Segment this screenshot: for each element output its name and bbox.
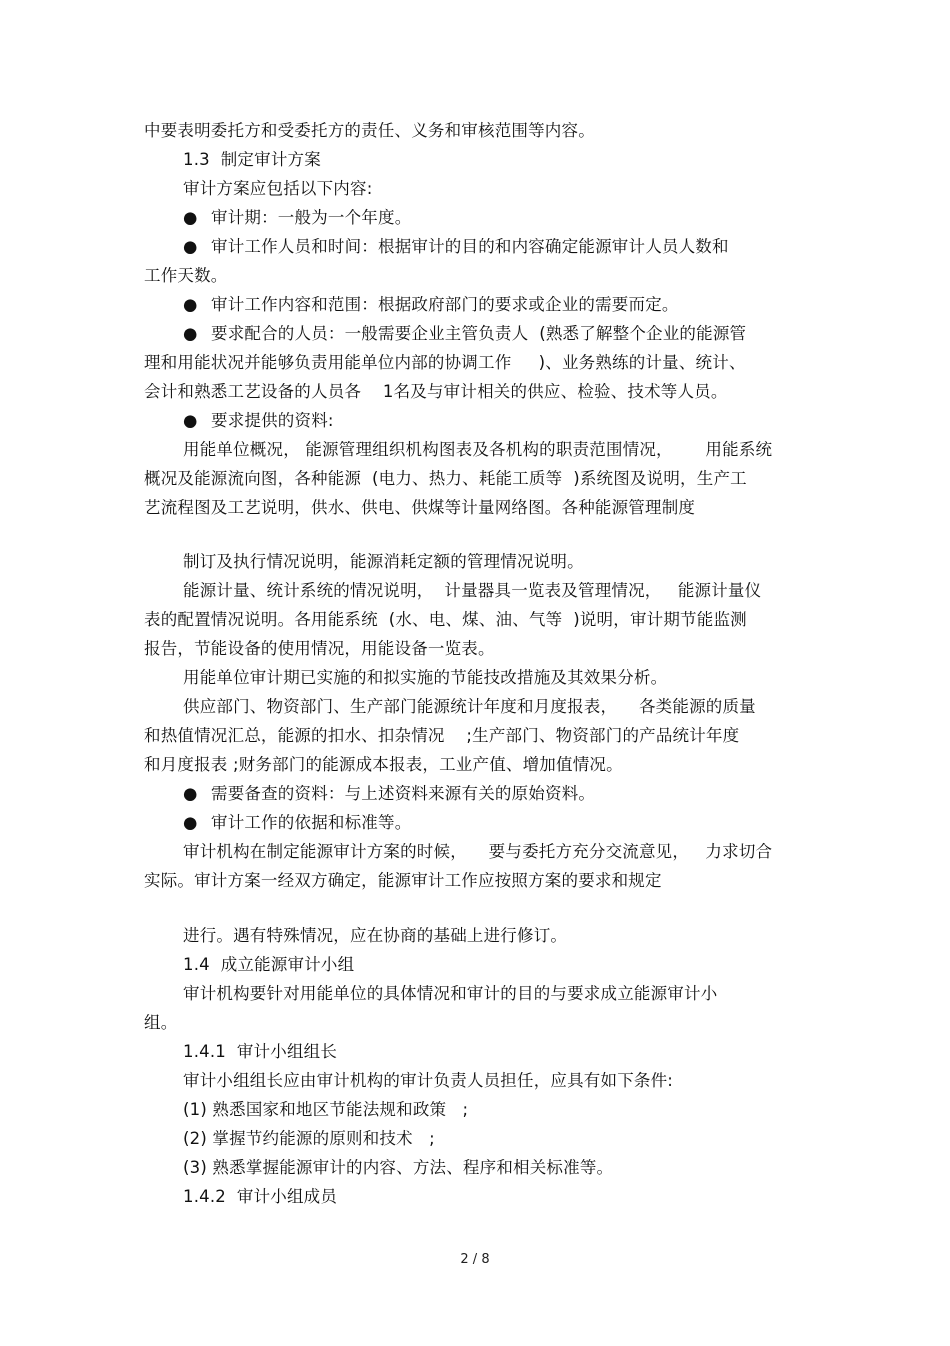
text-line: 制订及执行情况说明，能源消耗定额的管理情况说明。 [183, 552, 584, 571]
page-number: 2 / 8 [460, 1252, 490, 1267]
text-line: 工作天数。 [144, 266, 228, 285]
text-line: 概况及能源流向图，各种能源 (电力、热力、耗能工质等 )系统图及说明，生产工 [144, 469, 747, 488]
subsection-heading: 1.4.1 审计小组组长 [183, 1042, 338, 1061]
text-line: 报告，节能设备的使用情况，用能设备一览表。 [144, 639, 495, 658]
text-line: 供应部门、物资部门、生产部门能源统计年度和月度报表， 各类能源的质量 [183, 697, 756, 716]
bullet-item: ● 审计期：一般为一个年度。 [183, 208, 412, 227]
bullet-icon: ● [183, 784, 198, 803]
bullet-item: ● 要求提供的资料: [183, 411, 334, 430]
text-line: 用能单位审计期已实施的和拟实施的节能技改措施及其效果分析。 [183, 668, 668, 687]
section-heading: 1.4 成立能源审计小组 [183, 955, 355, 974]
text-line: 理和用能状况并能够负责用能单位内部的协调工作 )、业务熟练的计量、统计、 [144, 353, 746, 372]
bullet-item: ● 需要备查的资料：与上述资料来源有关的原始资料。 [183, 784, 596, 803]
bullet-item: ● 要求配合的人员：一般需要企业主管负责人 (熟悉了解整个企业的能源管 [183, 324, 747, 343]
text-line: 和热值情况汇总，能源的扣水、扣杂情况 ;生产部门、物资部门的产品统计年度 [144, 726, 740, 745]
list-item: (2) 掌握节约能源的原则和技术 ; [183, 1129, 435, 1148]
bullet-icon: ● [183, 208, 198, 227]
text-line: 和月度报表 ;财务部门的能源成本报表，工业产值、增加值情况。 [144, 755, 623, 774]
bullet-item: ● 审计工作的依据和标准等。 [183, 813, 412, 832]
text-line: 会计和熟悉工艺设备的人员各 1名及与审计相关的供应、检验、技术等人员。 [144, 382, 728, 401]
text-line: 用能单位概况， 能源管理组织机构图表及各机构的职责范围情况， 用能系统 [183, 440, 773, 459]
bullet-icon: ● [183, 411, 198, 430]
text-line: 进行。遇有特殊情况，应在协商的基础上进行修订。 [183, 926, 568, 945]
bullet-icon: ● [183, 324, 198, 343]
bullet-item: ● 审计工作内容和范围：根据政府部门的要求或企业的需要而定。 [183, 295, 679, 314]
bullet-icon: ● [183, 237, 198, 256]
text-line: 实际。审计方案一经双方确定，能源审计工作应按照方案的要求和规定 [144, 871, 662, 890]
text-line: 表的配置情况说明。各用能系统 (水、电、煤、油、气等 )说明，审计期节能监测 [144, 610, 747, 629]
text-line: 艺流程图及工艺说明，供水、供电、供煤等计量网络图。各种能源管理制度 [144, 498, 696, 517]
bullet-icon: ● [183, 813, 198, 832]
text-line: 中要表明委托方和受委托方的责任、义务和审核范围等内容。 [144, 121, 595, 140]
text-line: 审计小组组长应由审计机构的审计负责人员担任，应具有如下条件: [183, 1071, 674, 1090]
list-item: (3) 熟悉掌握能源审计的内容、方法、程序和相关标准等。 [183, 1158, 614, 1177]
section-heading: 1.3 制定审计方案 [183, 150, 321, 169]
text-line: 组。 [144, 1013, 178, 1032]
text-line: 审计方案应包括以下内容: [183, 179, 373, 198]
text-line: 能源计量、统计系统的情况说明， 计量器具一览表及管理情况， 能源计量仪 [183, 581, 762, 600]
text-line: 审计机构在制定能源审计方案的时候， 要与委托方充分交流意见， 力求切合 [183, 842, 773, 861]
subsection-heading: 1.4.2 审计小组成员 [183, 1187, 338, 1206]
list-item: (1) 熟悉国家和地区节能法规和政策 ; [183, 1100, 469, 1119]
bullet-icon: ● [183, 295, 198, 314]
bullet-item: ● 审计工作人员和时间：根据审计的目的和内容确定能源审计人员人数和 [183, 237, 729, 256]
text-line: 审计机构要针对用能单位的具体情况和审计的目的与要求成立能源审计小 [183, 984, 718, 1003]
